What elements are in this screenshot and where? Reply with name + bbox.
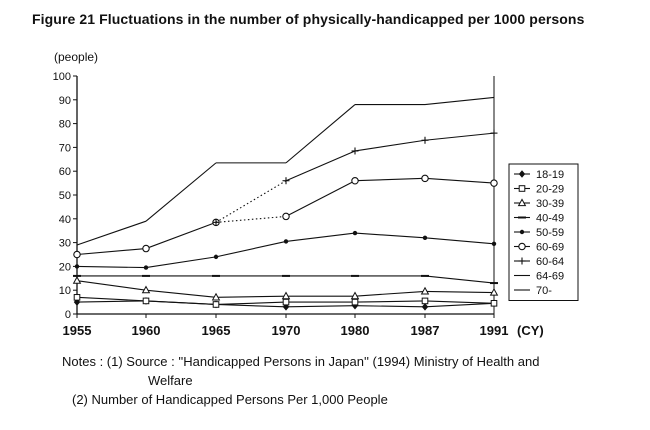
x-axis-label: (CY) xyxy=(517,323,544,338)
x-tick-label: 1980 xyxy=(340,323,370,338)
series-line-64-69 xyxy=(77,221,146,245)
data-point-20-29 xyxy=(491,300,497,306)
data-point-20-29 xyxy=(74,295,80,301)
series-line-50-59 xyxy=(77,266,146,267)
series-line-30-39 xyxy=(216,296,286,297)
series-line-18-19 xyxy=(355,306,425,307)
y-tick-label: 70 xyxy=(58,142,71,155)
y-axis-label: (people) xyxy=(54,50,99,64)
data-point-20-29 xyxy=(283,299,289,305)
series-line-64-69 xyxy=(146,163,216,221)
data-point-60-69 xyxy=(143,245,149,251)
series-line-20-29 xyxy=(216,302,286,304)
data-point-50-59 xyxy=(144,265,148,269)
series-line-30-39 xyxy=(146,290,216,297)
x-tick-label: 1970 xyxy=(271,323,301,338)
series-line-30-39 xyxy=(77,281,146,291)
series-line-20-29 xyxy=(355,301,425,302)
series-line-60-69 xyxy=(355,178,425,180)
series-line-60-64 xyxy=(216,181,286,223)
data-point-60-69 xyxy=(352,178,358,184)
y-tick-label: 50 xyxy=(58,190,71,202)
chart-title: Figure 21 Fluctuations in the number of physically-handicapped per 1000 persons xyxy=(32,11,585,27)
y-tick-label: 90 xyxy=(58,94,71,107)
data-point-50-59 xyxy=(214,255,218,259)
data-point-30-39 xyxy=(74,277,81,283)
series-line-40-49 xyxy=(425,276,494,283)
legend-label-50-59: 50-59 xyxy=(536,227,565,239)
y-tick-label: 60 xyxy=(58,166,71,179)
series-line-60-69 xyxy=(146,222,216,248)
data-point-50-59 xyxy=(75,264,79,268)
series-line-30-39 xyxy=(355,291,425,296)
note-line-2: Welfare xyxy=(148,373,193,388)
series-line-30-39 xyxy=(425,291,494,292)
series-line-60-69 xyxy=(216,216,286,222)
series-line-64-69 xyxy=(286,105,355,163)
x-tick-label: 1955 xyxy=(62,323,92,338)
data-point-60-69 xyxy=(283,213,289,219)
series-line-60-69 xyxy=(286,181,355,217)
legend-marker-50-59 xyxy=(520,230,524,234)
x-tick-label: 1991 xyxy=(479,323,509,338)
x-tick-label: 1965 xyxy=(201,323,231,338)
data-point-50-59 xyxy=(353,231,357,235)
legend-marker-20-29 xyxy=(519,186,525,192)
data-point-60-69 xyxy=(74,251,80,257)
note-line-1: Notes : (1) Source : ''Handicapped Persons in Japan'' (1994) Ministry of Health and xyxy=(62,354,540,369)
data-point-20-29 xyxy=(422,298,428,304)
legend-label-20-29: 20-29 xyxy=(536,183,565,196)
series-line-18-19 xyxy=(286,306,355,307)
series-line-18-19 xyxy=(77,301,146,302)
series-line-20-29 xyxy=(146,301,216,305)
series-line-50-59 xyxy=(216,241,286,256)
y-tick-label: 10 xyxy=(58,285,71,298)
series-line-60-64 xyxy=(355,140,425,151)
x-tick-label: 1987 xyxy=(410,323,440,338)
series-line-18-19 xyxy=(425,303,494,307)
x-tick-label: 1960 xyxy=(131,323,161,338)
series-line-60-64 xyxy=(286,151,355,181)
series-line-18-19 xyxy=(216,304,286,306)
y-tick-label: 80 xyxy=(58,118,71,131)
y-tick-label: 30 xyxy=(58,237,71,250)
note-line-3: (2) Number of Handicapped Persons Per 1,000 People xyxy=(72,392,388,407)
legend-label-18-19: 18-19 xyxy=(536,169,565,181)
y-tick-label: 20 xyxy=(58,261,71,274)
data-point-20-29 xyxy=(143,298,149,304)
notes xyxy=(62,352,539,409)
legend-label-40-49: 40-49 xyxy=(536,212,565,225)
data-point-20-29 xyxy=(213,302,219,308)
series-line-50-59 xyxy=(355,233,425,238)
series-line-60-64 xyxy=(425,133,494,140)
series-line-60-69 xyxy=(77,249,146,255)
legend-label-60-64: 60-64 xyxy=(536,256,565,268)
series-line-64-69 xyxy=(425,97,494,104)
series-line-50-59 xyxy=(286,233,355,241)
data-point-60-69 xyxy=(422,175,428,181)
y-tick-label: 0 xyxy=(64,309,71,321)
legend-label-30-39: 30-39 xyxy=(536,198,565,210)
y-tick-label: 100 xyxy=(52,71,71,83)
data-point-50-59 xyxy=(492,242,496,246)
data-point-50-59 xyxy=(284,239,288,243)
legend-label-60-69: 60-69 xyxy=(536,241,565,254)
series-line-20-29 xyxy=(425,301,494,303)
legend-label-70-: 70- xyxy=(536,285,552,297)
data-point-20-29 xyxy=(352,299,358,305)
legend-label-64-69: 64-69 xyxy=(536,270,565,283)
y-tick-label: 40 xyxy=(58,213,71,226)
legend-marker-60-69 xyxy=(519,243,525,249)
series-line-20-29 xyxy=(77,297,146,301)
data-point-50-59 xyxy=(423,236,427,240)
series-line-50-59 xyxy=(425,238,494,244)
series-line-60-69 xyxy=(425,178,494,183)
series-line-50-59 xyxy=(146,257,216,268)
data-point-60-69 xyxy=(491,180,497,186)
